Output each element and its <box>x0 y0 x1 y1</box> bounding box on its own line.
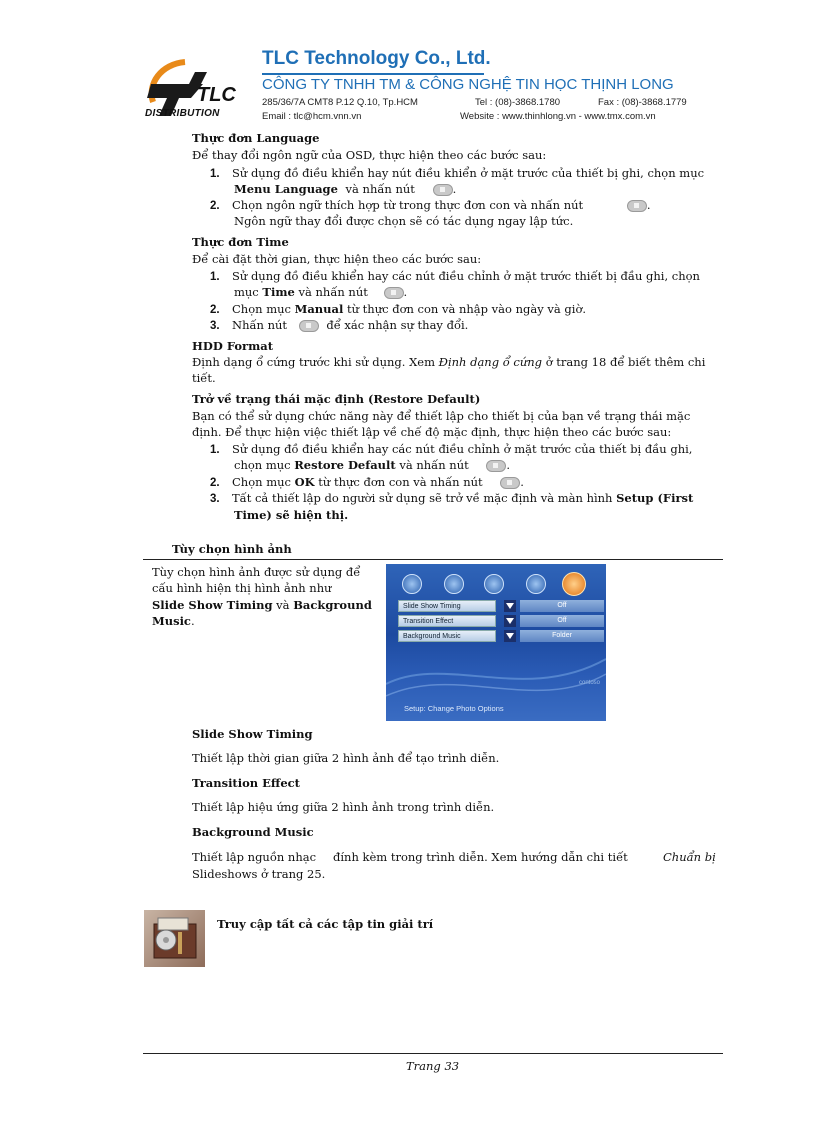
time-step-2 <box>210 301 586 318</box>
access-heading: Truy cập tất cả các tập tin giải trí <box>217 917 434 931</box>
osd-screenshot <box>386 564 606 721</box>
slide-show-timing-label: Slide Show Timing <box>152 598 273 612</box>
language-step-1 <box>210 165 704 182</box>
image-options-desc-3 <box>152 597 372 613</box>
step-number: 1. <box>210 444 220 456</box>
step-text: mục <box>234 285 259 299</box>
restore-heading: Trở về trạng thái mặc định (Restore Default) <box>192 392 481 406</box>
step-text: chọn mục <box>234 458 291 472</box>
menu-button-icon <box>384 287 404 299</box>
section-rule <box>143 559 723 560</box>
footer-rule <box>143 1053 723 1054</box>
time-intro: Để cài đặt thời gian, thực hiện theo các bước sau: <box>192 252 482 266</box>
osd-icon-3 <box>484 574 504 594</box>
time-label: Time <box>262 285 295 299</box>
manual-label: Manual <box>294 302 344 316</box>
restore-step-2: 2. Chọn mục OK từ thực đơn con và nhấn nút . <box>210 475 524 489</box>
image-options-desc-1: Tùy chọn hình ảnh được sử dụng để <box>152 565 361 579</box>
period: . <box>190 614 195 628</box>
image-options-desc-4 <box>152 613 195 629</box>
def-transition-title: Transition Effect <box>192 776 300 790</box>
restore-intro-1: Bạn có thể sử dụng chức năng này để thiết lập cho thiết bị của bạn về trạng thái mặc <box>192 409 691 423</box>
hdd-text-pre: Định dạng ổ cứng trước khi sử dụng. Xem <box>192 355 435 369</box>
page-number: Trang 33 <box>406 1059 460 1073</box>
media-box-icon <box>144 910 205 967</box>
step-number: 3. <box>210 493 220 505</box>
time-step-1-cont: mục Time và nhấn nút . <box>234 285 408 299</box>
step-text: từ thực đơn con và nhấn nút <box>318 475 483 489</box>
logo-subtext: DISTRIBUTION <box>145 108 220 119</box>
restore-step-1 <box>210 441 692 458</box>
image-options-heading: Tùy chọn hình ảnh <box>172 542 292 556</box>
step-number: 2. <box>210 200 220 212</box>
menu-button-icon <box>500 477 520 489</box>
osd-row-value: Off <box>520 615 604 627</box>
step-text: Sử dụng đồ điều khiển hay các nút điều chỉnh ở mặt trước thiết bị đầu ghi, chọn <box>232 269 700 283</box>
def-transition-text: Thiết lập hiệu ứng giữa 2 hình ảnh trong trình diễn. <box>192 800 495 814</box>
step-number: 1. <box>210 168 220 180</box>
def-slide-show-timing-text: Thiết lập thời gian giữa 2 hình ảnh để tạo trình diễn. <box>192 751 500 765</box>
dropdown-arrow-icon[interactable] <box>504 600 516 612</box>
step-text: Sử dụng đồ điều khiển hay các nút điều chỉnh ở mặt trước của thiết bị đầu ghi, <box>232 442 693 456</box>
company-website: Website : www.thinhlong.vn - www.tmx.com.vn <box>460 111 656 122</box>
step-number: 3. <box>210 320 220 332</box>
restore-step-1-cont: chọn mục Restore Default và nhấn nút . <box>234 458 511 472</box>
menu-button-icon <box>433 184 453 196</box>
step-number: 2. <box>210 477 220 489</box>
hdd-heading: HDD Format <box>192 339 274 353</box>
step-text: và nhấn nút <box>399 458 469 472</box>
osd-icon-1 <box>402 574 422 594</box>
restore-default-label: Restore Default <box>294 458 396 472</box>
step-text: để xác nhận sự thay đổi. <box>326 318 469 332</box>
logo-text: TLC <box>197 84 236 106</box>
hdd-text <box>192 354 705 370</box>
step-text: và nhấn nút <box>345 182 415 196</box>
menu-button-icon <box>299 320 319 332</box>
company-address: 285/36/7A CMT8 P.12 Q.10, Tp.HCM <box>262 97 418 108</box>
dropdown-arrow-icon[interactable] <box>504 630 516 642</box>
language-step-2: 2. Chọn ngôn ngữ thích hợp từ trong thực đơn con và nhấn nút . <box>210 198 651 212</box>
language-intro: Để thay đổi ngôn ngữ của OSD, thực hiện theo các bước sau: <box>192 148 547 162</box>
language-step-2-cont: Ngôn ngữ thay đổi được chọn sẽ có tác dụng ngay lập tức. <box>234 214 574 228</box>
osd-row-value: Folder <box>520 630 604 642</box>
dropdown-arrow-icon[interactable] <box>504 615 516 627</box>
def-background-music-text-b: đính kèm trong trình diễn. Xem hướng dẫn chi tiết <box>333 850 628 864</box>
step-number: 1. <box>210 271 220 283</box>
menu-language-label: Menu Language <box>234 182 338 196</box>
step-text: Chọn ngôn ngữ thích hợp từ trong thực đơn con và nhấn nút <box>232 198 584 212</box>
time-step-3 <box>210 317 468 334</box>
setup-label: Setup (First <box>616 491 694 505</box>
def-slide-show-timing-title: Slide Show Timing <box>192 727 313 741</box>
osd-icon-4 <box>526 574 546 594</box>
osd-icon-2 <box>444 574 464 594</box>
restore-step-3 <box>210 490 693 507</box>
step-text: Chọn mục <box>232 302 291 316</box>
language-heading: Thực đơn Language <box>192 131 320 145</box>
step-text: và nhấn nút <box>298 285 368 299</box>
restore-step-3-cont: Time) sẽ hiện thị. <box>234 508 349 522</box>
osd-row-label: Transition Effect <box>398 615 496 627</box>
time-step-1 <box>210 268 700 285</box>
osd-row-value: Off <box>520 600 604 612</box>
company-logo <box>143 54 243 124</box>
company-name: TLC Technology Co., Ltd. <box>262 48 491 69</box>
step-text: Sử dụng đồ điều khiển hay nút điều khiển ở mặt trước của thiết bị ghi, chọn mục <box>232 166 705 180</box>
image-options-desc-2: cấu hình hiện thị hình ảnh như <box>152 581 332 595</box>
background-label: Background <box>293 598 372 612</box>
osd-status-bar: Setup: Change Photo Options <box>404 704 504 713</box>
osd-watermark: contoso <box>578 680 600 686</box>
menu-button-icon <box>627 200 647 212</box>
company-email: Email : tlc@hcm.vnn.vn <box>262 111 362 122</box>
step-text: Chọn mục <box>232 475 291 489</box>
osd-row-label: Slide Show Timing <box>398 600 496 612</box>
step-text: từ thực đơn con và nhập vào ngày và giờ. <box>347 302 587 316</box>
conjunction: và <box>276 598 290 612</box>
osd-icon-photo-selected <box>562 572 586 596</box>
menu-button-icon <box>486 460 506 472</box>
def-background-music-text-c: Slideshows ở trang 25. <box>192 867 326 881</box>
reference-italic: Chuẩn bị <box>663 850 716 864</box>
hdd-text-post: ở trang 18 để biết thêm chi <box>545 355 706 369</box>
def-background-music-text-a: Thiết lập nguồn nhạc <box>192 850 317 864</box>
step-number: 2. <box>210 304 220 316</box>
step-text: Nhấn nút <box>232 318 288 332</box>
step-text: Tất cả thiết lập do người sử dụng sẽ trở về mặc định và màn hình <box>232 491 613 505</box>
time-heading: Thực đơn Time <box>192 235 289 249</box>
company-name-vn: CÔNG TY TNHH TM & CÔNG NGHỆ TIN HỌC THỊNH LONG <box>262 76 674 93</box>
restore-intro-2: định. Để thực hiện việc thiết lập về chế độ mặc định, thực hiện theo các bước sau: <box>192 425 672 439</box>
ok-label: OK <box>294 475 315 489</box>
language-step-1-cont: Menu Language và nhấn nút . <box>234 182 457 196</box>
def-background-music-ref <box>663 849 716 865</box>
header-rule <box>262 73 484 75</box>
hdd-reference: Định dạng ổ cứng <box>438 355 543 369</box>
company-tel: Tel : (08)-3868.1780 <box>475 97 561 108</box>
company-fax: Fax : (08)-3868.1779 <box>598 97 687 108</box>
osd-row-label: Background Music <box>398 630 496 642</box>
hdd-text-cont: tiết. <box>192 371 216 385</box>
music-label: Music <box>152 614 191 628</box>
def-background-music-title: Background Music <box>192 825 314 839</box>
